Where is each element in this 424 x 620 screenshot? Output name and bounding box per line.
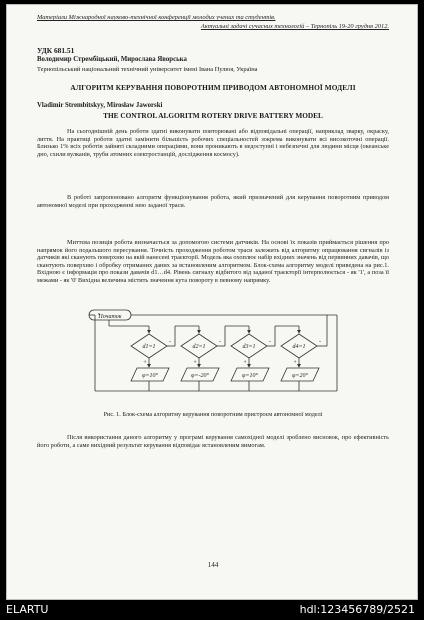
output-label: φ=20°: [292, 373, 308, 379]
paragraph-conclusion: Після використання даного алгоритму у програмі керування самохідної моделі зроблено висновок, про ефективність його роботи, а саме вихідний результат керування відповідає встановленим вимогам.: [37, 434, 389, 449]
page-number: 144: [207, 561, 219, 569]
condition-label: d1=1: [142, 344, 156, 350]
flowchart: [87, 309, 347, 403]
flowchart-start-label: Початок: [98, 314, 122, 320]
no-label: -: [269, 339, 271, 345]
paper-title-english: THE CONTROL ALGORITM ROTERY DRIVE BATTERY MODEL: [103, 111, 323, 120]
output-label: φ=10°: [142, 373, 158, 379]
yes-label: +: [143, 360, 148, 366]
paragraph-proposal: В роботі запропоновано алгоритм функціонування робота, який призначений для керування поворотним приводом автономної моделі при проходженні нею заданої траси.: [37, 194, 389, 209]
authors: Володимир Стрембіцький, Мирослава Яворська: [37, 56, 187, 63]
yes-label: +: [293, 360, 298, 366]
conference-header-line1: Матеріали Міжнародної науково-технічної конференції молодих учених та студентів.: [37, 14, 276, 21]
condition-label: d3=1: [242, 344, 256, 350]
no-label: -: [219, 339, 221, 345]
yes-label: +: [193, 360, 198, 366]
yes-label: +: [243, 360, 248, 366]
conference-header-line2: Актуальні задачі сучасних технологій – Тернопіль 19-20 грудня 2012.: [200, 23, 389, 30]
udk-code: УДК 681.51: [37, 46, 75, 55]
paper-title: АЛГОРИТМ КЕРУВАННЯ ПОВОРОТНИМ ПРИВОДОМ АВТОНОМНОЇ МОДЕЛІ: [70, 83, 356, 92]
handle-identifier: hdl:123456789/2521: [299, 603, 415, 616]
condition-label: d4=1: [292, 344, 306, 350]
no-label: -: [319, 339, 321, 345]
repository-name: ELARTU: [6, 603, 49, 616]
output-label: φ=10°: [242, 373, 258, 379]
output-label: φ=-20°: [191, 373, 209, 379]
condition-label: d2=1: [192, 344, 206, 350]
document-page: [6, 4, 418, 600]
no-label: -: [169, 339, 171, 345]
authors-english: Vladimir Strembitskyy, Mirosław Jaworski: [37, 102, 163, 109]
affiliation: Тернопільський національний технічний університет імені Івана Пулюя, Україна: [37, 66, 258, 73]
paragraph-intro: На сьогоднішній день роботи здатні виконувати повторювані або відповідальні операції, наприклад зварку, окраску, лиття. На практиці роботи здатні замінити більшість робочих спеціальностей зокрема виконувати всі високоточні операції. Близько 1% всіх роботів зайняті складними операціями, вони проникають в недоступні і небезпечні для людини місця (океанське дно, схили вулканів, труби атомних електростанцій, дослідження космосу).: [37, 128, 389, 158]
paragraph-method: Миттєва позиція робота визначається за допомогою системи датчиків. На основі їх показів приймається рішення про напрямок його подальшого пересування. Точність проходження роботом траси залежить від алгоритму опрацювання сигналів із датчиків які сканують поверхню на якій нанесені траєкторії. Модель яка охоплює набір вхідних значень від первинних давачів, що скантують поверхню і обробку отриманих даних за встановленим алгоритмом. Блок-схема алгоритму моделі приведена на рис.1. Вхідною є інформація про покази давачів d1…d4. Рівень сигналу відбитого від заданої траєкторії інтерполюється - як '1', а поза її межами - як '0' Вихідна величина містить значення кута повороту в певному напрямку.: [37, 239, 389, 284]
figure-caption: Рис. 1. Блок-схема алгоритму керування поворотним пристроєм автономної моделі: [103, 411, 323, 418]
